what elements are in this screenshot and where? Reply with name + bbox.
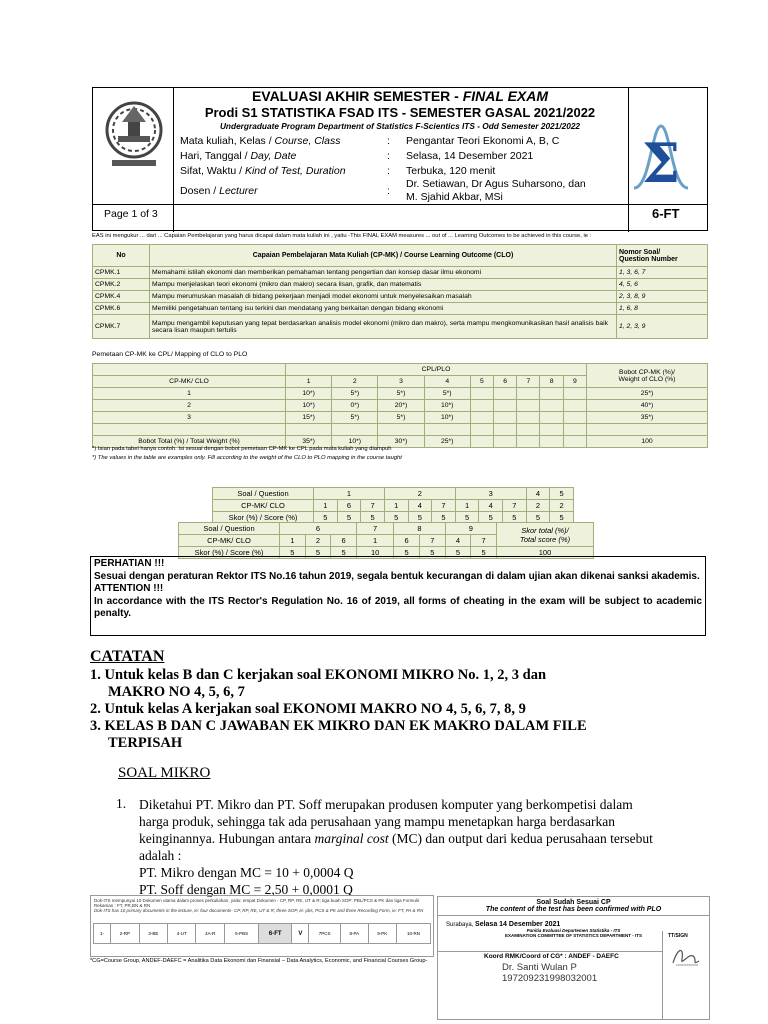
committee-en: EXAMINATION COMMITTEE OF STATISTICS DEPARTMENT - ITS: [505, 933, 642, 938]
catatan-item-3: 3. KELAS B DAN C JAWABAN EK MIKRO DAN EK MAKRO DALAM FILE: [90, 718, 587, 734]
statistics-logo-icon: [630, 118, 692, 200]
colon: :: [387, 185, 390, 197]
approval-date: Selasa 14 Desember 2021: [475, 921, 561, 928]
table-row: 2 10*) 0*) 20*) 10*) 40*): [93, 400, 708, 412]
attention-text-en: In accordance with the ITS Rector's Regulation No. 16 of 2019, all forms of cheating in the exam will be subject to academic penalty.: [94, 595, 702, 619]
footer-doc-text-2: Dok-ITS has 10 primary documents in the lecture, ie: four documents- CP, RP, RE, UT & R; three SOP, ie: pbs, PCS & PK and three Recording Form, ie: FT, PA & RN: [94, 908, 424, 913]
approval-title: Soal Sudah Sesuai CP: [536, 899, 611, 906]
plo-header: CPL/PLO: [286, 364, 587, 376]
plo-table: CPL/PLO Bobot CP-MK (%)/ Weight of CLO (%) CP-MK/ CLO 1 2 3 4 5 6 7 8 9 1 10*) 5*) 5*) 5*) 25*) 2 10*) 0*) 20*) 10*) 40*) 3 15*) 5*) 5*) 10*) 35*) Bobot Total (%) / Total Weight (%) 35*) 10*) 30*) 25*) 100: [92, 363, 708, 448]
clo-table: [92, 244, 708, 339]
attention-text-id: Sesuai dengan peraturan Rektor ITS No.16 tahun 2019, segala bentuk kecurangan di dalam ujian akan dikenai sanksi akademis.: [94, 570, 700, 582]
footer-docs-box: [90, 895, 434, 957]
score-table-1: Soal / Question 1 2 3 4 5 CP-MK/ CLO 1 6 7 1 4 7 1 4 7 2 2 Skor (%) / Score (%) 5 5 5 5 5 5 5 5 5 5 5: [212, 487, 574, 524]
program-title: Prodi S1 STATISTIKA FSAD ITS - SEMESTER GASAL 2021/2022: [204, 105, 596, 120]
signature-icon: [670, 943, 702, 969]
kind-value: Terbuka, 120 menit: [406, 165, 496, 177]
score-table-2: Soal / Question 6 7 8 9 Skor total (%)/ Total score (%) CP-MK/ CLO 1 2 6 1 6 7 4 7 Skor (%) / Score (%) 5 5 5 10 5 5 5 5 100: [178, 522, 594, 559]
exam-title: EVALUASI AKHIR SEMESTER - FINAL EXAM: [251, 88, 549, 104]
date-label: Hari, Tanggal / Day, Date: [180, 150, 297, 162]
footer-docs-table: 1- 2-RP 3-BE 4-UT 4A-R 5-PBS 6-FT V 7PCS 8-PA 9-PK 10-RN: [93, 923, 431, 944]
its-logo-icon: [104, 92, 164, 178]
table-row: 1 10*) 5*) 5*) 5*) 25*): [93, 388, 708, 400]
table-row: Bobot Total (%) / Total Weight (%) 35*) 10*) 30*) 25*) 100: [93, 436, 708, 448]
weight-header: Bobot CP-MK (%)/ Weight of CLO (%): [587, 364, 708, 388]
intro-text: EAS ini mengukur ... dari ... Capaian Pembelajaran yang harus dicapai dalam mata kuliah ini , yaitu -This FINAL EXAM measures ... out of ... Learning Outcomes to be achieved in this course, ie :: [92, 233, 592, 239]
approval-title-en: The content of the test has been confirmed with PLO: [438, 906, 709, 916]
course-value: Pengantar Teori Ekonomi A, B, C: [406, 135, 560, 147]
koord-label: Koord RMK/Coord of CG* : ANDEF - DAEFC: [484, 953, 619, 960]
question-number: 1.: [116, 796, 127, 811]
table-row: CPMK.1 Memahami istilah ekonomi dan memberikan pemahaman tentang pengertian dan konsep dasar ilmu ekonomi 1, 3, 6, 7: [93, 267, 708, 279]
table-row: CPMK.7 Mampu mengambil keputusan yang tepat berdasarkan analisis model ekonomi (mikro dan makro), serta mampu mengkomunikasikan hasil analisis baik secara lisan maupun tertulis 1, 2, 3, 9: [93, 315, 708, 339]
course-label: Mata kuliah, Kelas / Course, Class: [180, 135, 341, 147]
table-row: 3 15*) 5*) 5*) 10*) 35*): [93, 412, 708, 424]
kind-label: Sifat, Waktu / Kind of Test, Duration: [180, 165, 346, 177]
attention-title-id: PERHATIAN !!!: [94, 558, 165, 569]
page-indicator: Page 1 of 3: [104, 208, 158, 220]
catatan-item-1b: MAKRO NO 4, 5, 6, 7: [108, 684, 245, 700]
catatan-item-3b: TERPISAH: [108, 735, 183, 751]
footer-approval-box: [437, 896, 710, 1020]
colon: :: [387, 165, 390, 177]
catatan-item-1: 1. Untuk kelas B dan C kerjakan soal EKONOMI MIKRO No. 1, 2, 3 dan: [90, 667, 547, 683]
footer-doc-text-1: Dok-ITS mempunyai 10 Dokumen utama dalam proses perkuliahan, yaitu: empat Dokumen - CP, RP, RE, UT & R; tiga buah SOP: PBL/PCS & PK dan tiga Formulir Rekaman : FT, PR,BN & RN: [94, 898, 420, 908]
sign-label: TT/SIGN: [668, 933, 688, 939]
colon: :: [387, 150, 390, 162]
catatan-item-2: 2. Untuk kelas A kerjakan soal EKONOMI MAKRO NO 4, 5, 6, 7, 8, 9: [90, 701, 526, 717]
committee-id: Panitia Evaluasi Departemen Statistika - ITS: [526, 928, 621, 933]
signer-nip: 197209231998032001: [502, 973, 598, 984]
svg-text:Σ: Σ: [641, 131, 681, 195]
question-1: Diketahui PT. Mikro dan PT. Soff merupakan produsen komputer yang berkompetisi dalam harga produk, sehingga tak ada perusahaan yang mampu menetapkan harga berdasarkan keinginannya. Hubungan antara marginal cost (MC) dan output dari kedua perusahaan tersebut adalah : PT. Mikro dengan MC = 10 + 0,0004 Q PT. Soff dengan MC = 2,50 + 0,0001 Q: [139, 797, 653, 897]
attention-box: [90, 556, 706, 636]
catatan-title: CATATAN: [90, 648, 165, 665]
table-row: CPMK.2 Mampu menjelaskan teori ekonomi (mikro dan makro) secara lisan, grafik, dan matematis 4, 5, 6: [93, 279, 708, 291]
form-code: 6-FT: [652, 206, 680, 221]
colon: :: [387, 135, 390, 147]
note-2: *) The values in the table are examples only. Fill according to the weight of the CLO to PLO mapping in the course taught: [92, 455, 402, 461]
plo-title: Pemetaan CP-MK ke CPL/ Mapping of CLO to PLO: [92, 351, 248, 358]
clo-header-no: No: [93, 245, 150, 267]
cg-note: *CG=Course Group, ANDEF-DAEFC = Analitika Data Ekonomi dan Finansial – Data Analytics, Economic, and Financial Courses Group-: [90, 958, 428, 964]
lecturer-value: Dr. Setiawan, Dr Agus Suharsono, dan M. Sjahid Akbar, MSi: [406, 178, 586, 203]
note-1: *) Isian pada tabel hanya contoh. Isi sesuai dengan bobot pemetaan CP-MK ke CPL pada mata kuliah yang diampuh: [92, 446, 392, 452]
date-value: Selasa, 14 Desember 2021: [406, 150, 534, 162]
section-title: SOAL MIKRO: [118, 765, 211, 781]
lecturer-label: Dosen / Lecturer: [180, 185, 258, 197]
clo-header-desc: Capaian Pembelajaran Mata Kuliah (CP-MK) / Course Learning Outcome (CLO): [150, 245, 617, 267]
clo-col-header: CP-MK/ CLO: [93, 376, 286, 388]
table-row: CPMK.4 Mampu merumuskan masalah di bidang pekerjaan menjadi model ekonomi untuk menyelesaikan masalah 2, 3, 8, 9: [93, 291, 708, 303]
clo-header-qnum: Nomor Soal/ Question Number: [617, 245, 708, 267]
attention-title-en: ATTENTION !!!: [94, 583, 164, 594]
program-title-en: Undergraduate Program Department of Statistics F-Scientics ITS - Odd Semester 2021/2022: [219, 121, 581, 131]
approval-city: Surabaya,: [446, 922, 476, 928]
table-row: CPMK.6 Memiliki pengetahuan tentang isu terkini dan mendatang yang berkaitan dengan bidang ekonomi 1, 6, 8: [93, 303, 708, 315]
signer-name: Dr. Santi Wulan P: [502, 962, 577, 973]
